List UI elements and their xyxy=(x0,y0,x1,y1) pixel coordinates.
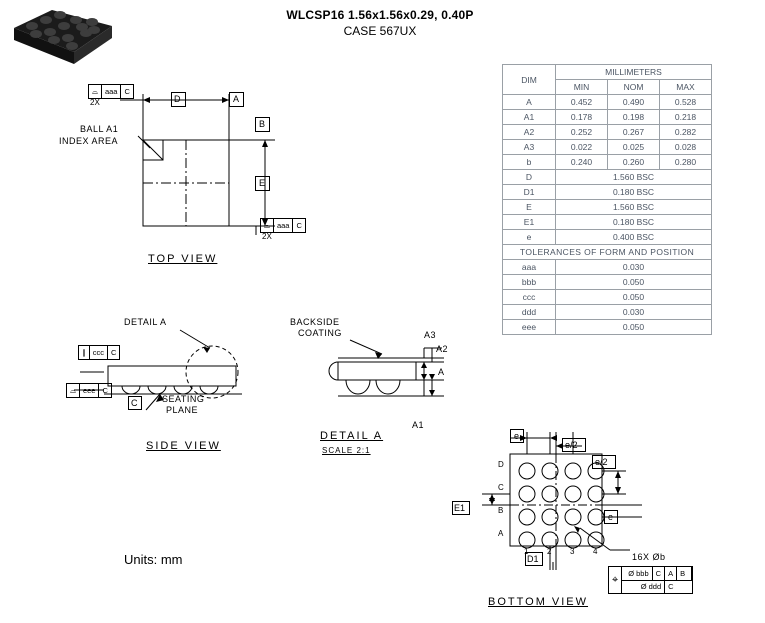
table-row: D1 0.180 BSC xyxy=(503,185,712,200)
detail-a-note: DETAIL A xyxy=(124,317,167,327)
row-label-b: B xyxy=(498,506,504,515)
seating-plane-note-line1: SEATING xyxy=(162,394,205,404)
table-header-dim: DIM xyxy=(503,65,556,95)
col-label-4: 4 xyxy=(593,547,598,556)
ball-a1-note-line2: INDEX AREA xyxy=(59,136,119,146)
detail-a-drawing xyxy=(320,318,480,428)
dimension-table xyxy=(502,64,712,335)
table-row: A1 0.178 0.198 0.218 xyxy=(503,110,712,125)
side-view-fcf-parallel: ∥ ccc C xyxy=(78,345,120,360)
ball-a1-note-line1: BALL A1 xyxy=(80,124,119,134)
detail-dim-a: A xyxy=(438,367,445,377)
table-header-max: MAX xyxy=(660,80,712,95)
position-symbol-icon: ⌖ xyxy=(609,567,622,593)
row-label-a: A xyxy=(498,529,504,538)
top-view-fcf-top: ⌓ aaa C xyxy=(88,84,134,99)
table-header-nom: NOM xyxy=(608,80,660,95)
table-row: A 0.452 0.490 0.528 xyxy=(503,95,712,110)
units-note: Units: mm xyxy=(124,552,183,567)
col-label-3: 3 xyxy=(570,547,575,556)
backside-coating-note-line1: BACKSIDE xyxy=(290,317,340,327)
row-label-d: D xyxy=(498,460,504,469)
detail-a-label: DETAIL A xyxy=(320,430,384,442)
col-label-1: 1 xyxy=(524,547,529,556)
top-view-drawing xyxy=(80,78,350,268)
detail-dim-a1: A1 xyxy=(412,420,425,430)
table-header-min: MIN xyxy=(556,80,608,95)
detail-dim-a2: A2 xyxy=(436,344,449,354)
table-row: E1 0.180 BSC xyxy=(503,215,712,230)
row-label-c: C xyxy=(498,483,504,492)
bottom-view-label: BOTTOM VIEW xyxy=(488,596,589,608)
table-row: E 1.560 BSC xyxy=(503,200,712,215)
profile-symbol-icon: ⌓ xyxy=(67,384,80,397)
side-view-label: SIDE VIEW xyxy=(146,440,221,452)
package-isometric-icon xyxy=(6,6,118,70)
top-view-label: TOP VIEW xyxy=(148,253,218,265)
detail-dim-a3: A3 xyxy=(424,330,437,340)
table-header-units: MILLIMETERS xyxy=(556,65,712,80)
table-row: D 1.560 BSC xyxy=(503,170,712,185)
side-view-fcf-flat: ⌓ eee C xyxy=(66,383,112,398)
table-row: bbb 0.050 xyxy=(503,275,712,290)
flatness-symbol-icon-2: ⌓ xyxy=(261,219,274,232)
col-label-2: 2 xyxy=(547,547,552,556)
table-row: eee 0.050 xyxy=(503,320,712,335)
table-row: A2 0.252 0.267 0.282 xyxy=(503,125,712,140)
top-view-mult-top: 2X xyxy=(90,98,100,107)
flatness-symbol-icon: ⌓ xyxy=(89,85,102,98)
top-view-mult-bottom: 2X xyxy=(262,232,272,241)
table-row: e 0.400 BSC xyxy=(503,230,712,245)
detail-a-scale: SCALE 2:1 xyxy=(322,446,371,455)
page-subtitle: CASE 567UX xyxy=(343,24,417,38)
backside-coating-note-line2: COATING xyxy=(298,328,342,338)
bottom-view-fcf: ⌖ Ø bbb C A B Ø ddd C xyxy=(608,566,693,594)
table-row: b 0.240 0.260 0.280 xyxy=(503,155,712,170)
tolerances-header: TOLERANCES OF FORM AND POSITION xyxy=(503,245,712,260)
table-row: aaa 0.030 xyxy=(503,260,712,275)
page-title: WLCSP16 1.56x1.56x0.29, 0.40P xyxy=(286,8,474,22)
parallelism-symbol-icon: ∥ xyxy=(79,346,90,359)
table-row: ccc 0.050 xyxy=(503,290,712,305)
top-view-fcf-bottom: ⌓ aaa C xyxy=(260,218,306,233)
ball-count-note: 16X Øb xyxy=(632,552,666,562)
table-row: A3 0.022 0.025 0.028 xyxy=(503,140,712,155)
table-row: ddd 0.030 xyxy=(503,305,712,320)
seating-plane-note-line2: PLANE xyxy=(166,405,199,415)
